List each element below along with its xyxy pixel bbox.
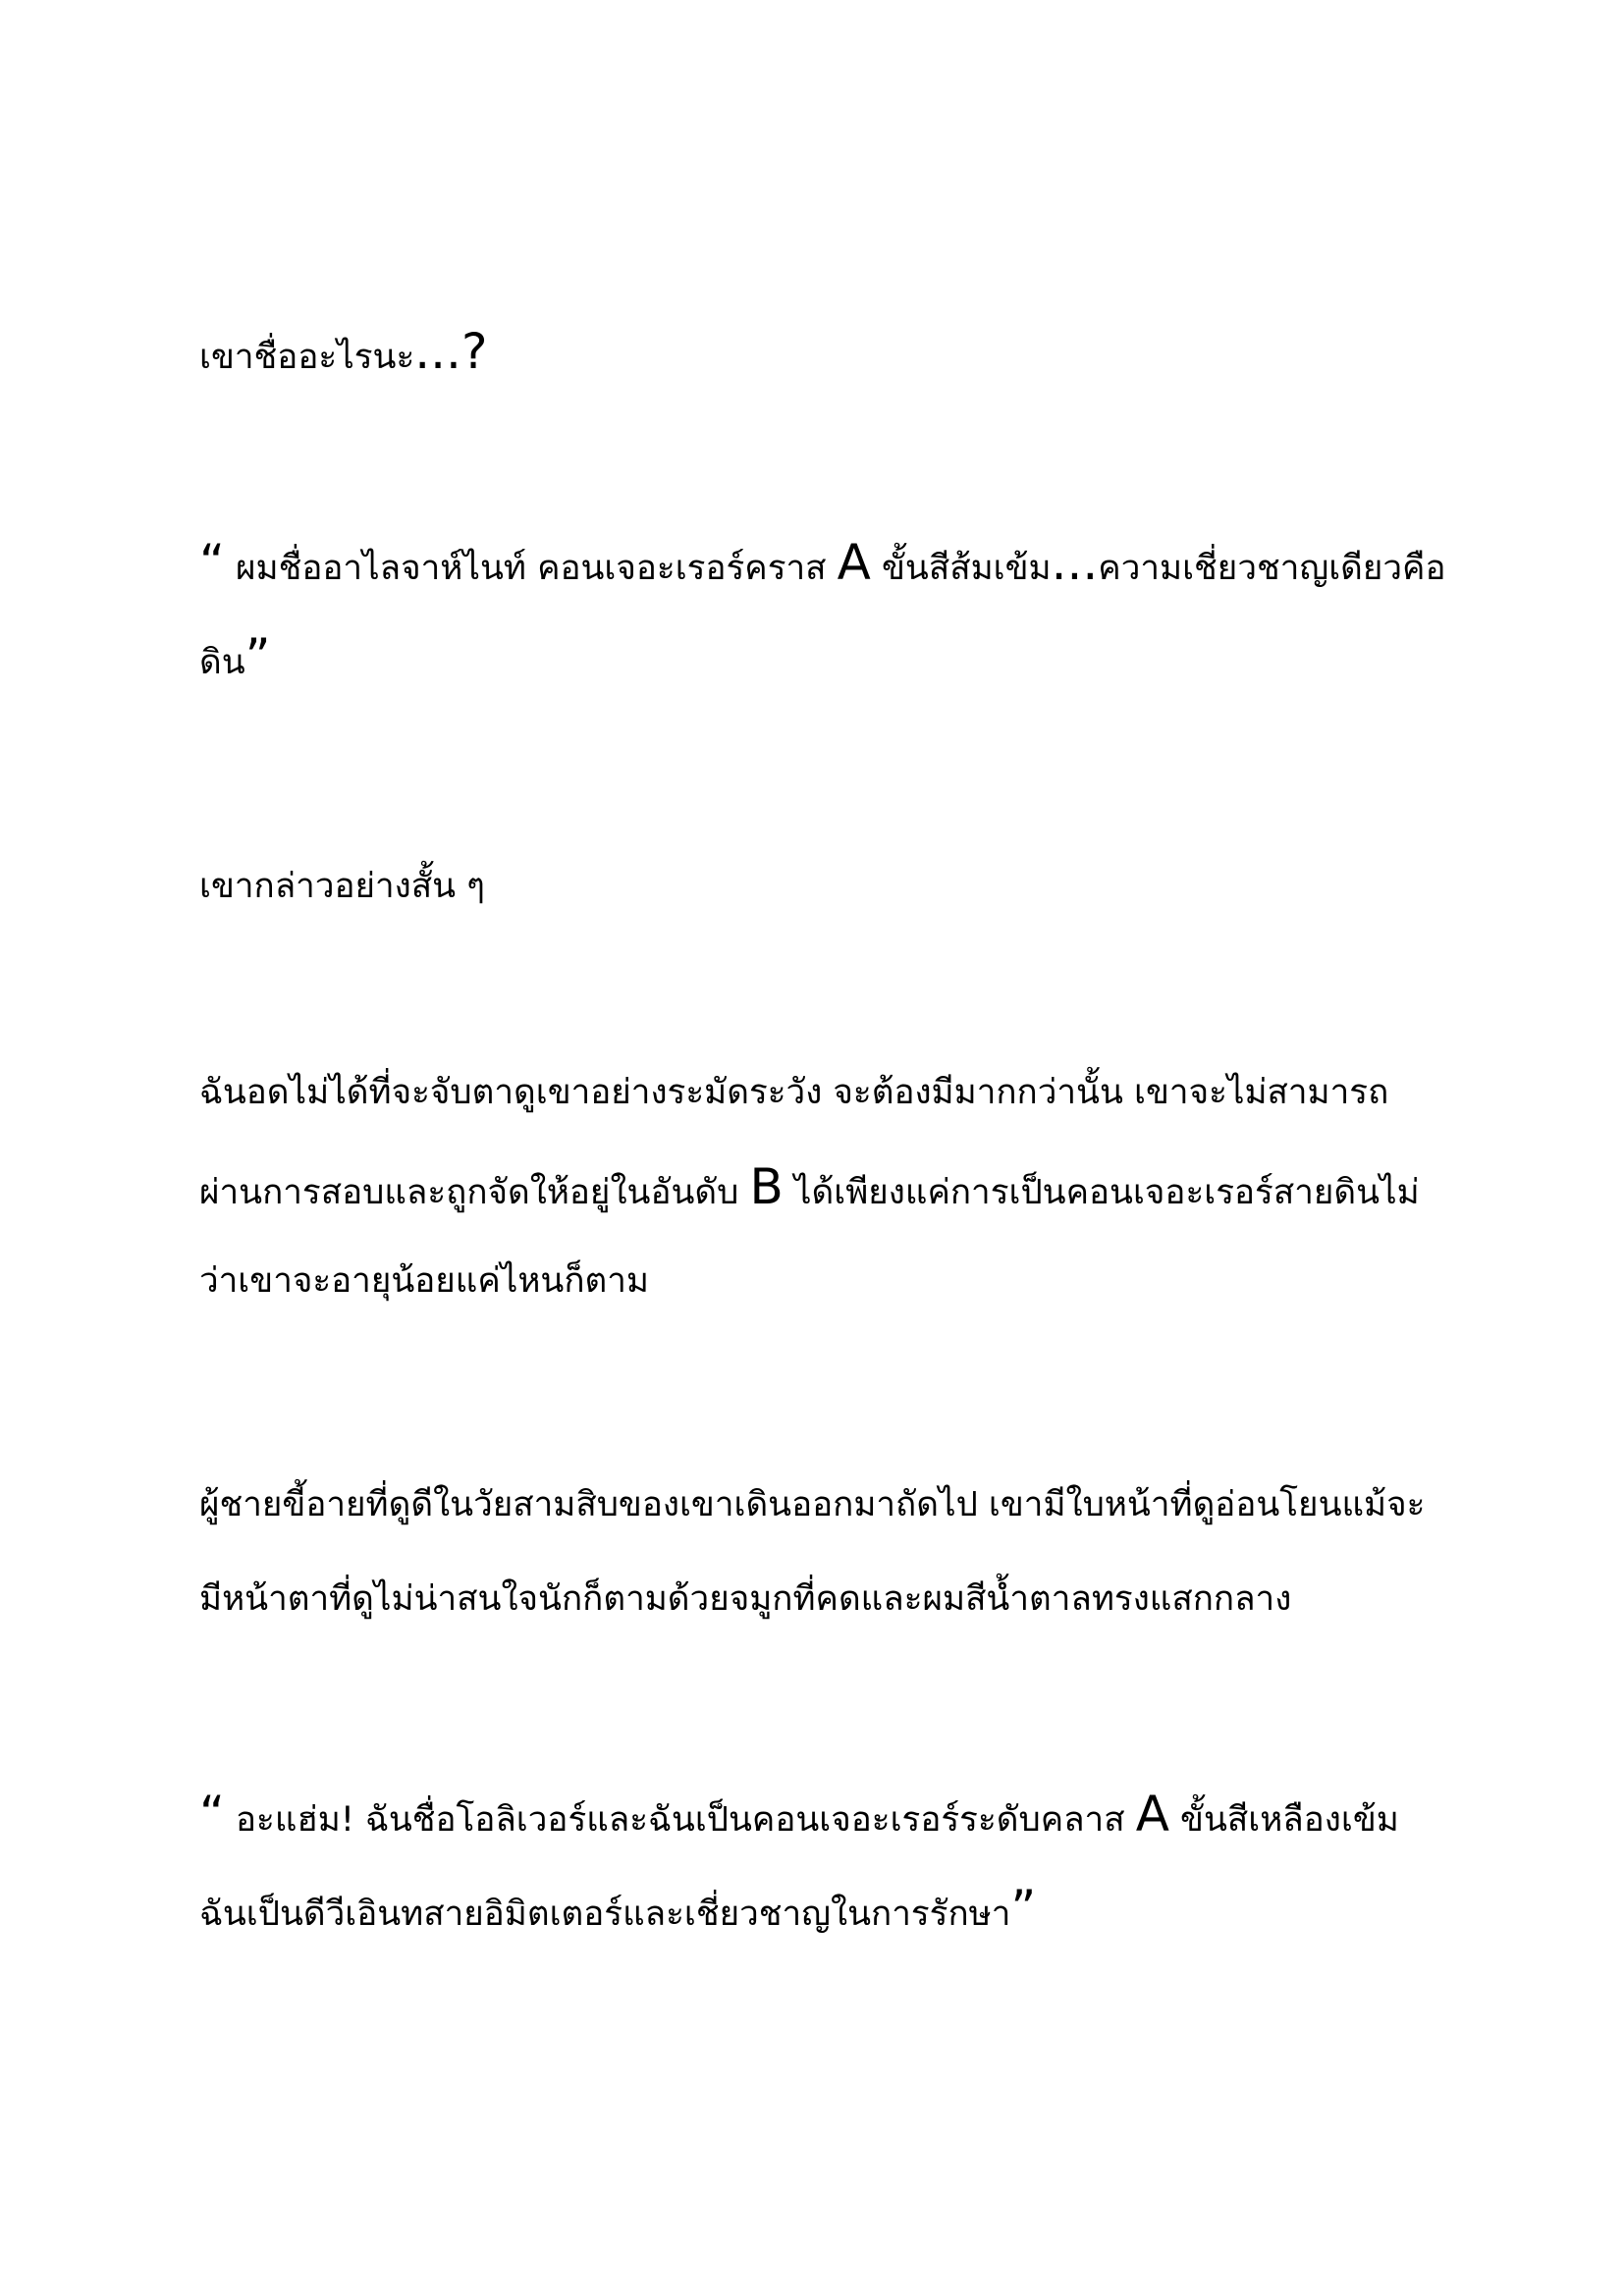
paragraph-line: เขากล่าวอย่างสั้น ๆ <box>199 867 485 906</box>
paragraph-line: “ ผมชื่ออาไลจาห์ไนท์ คอนเจอะเรอร์คราส A ขั้นสีส้มเข้ม...ความเชี่ยวชาญเดียวคือ <box>199 534 1446 591</box>
paragraph-shy-man <box>199 1458 1436 1646</box>
paragraph-line: เขาชื่ออะไรนะ...? <box>199 323 488 380</box>
paragraph-line: ดิน” <box>199 628 271 685</box>
paragraph-line: ผ่านการสอบและถูกจัดให้อยู่ในอันดับ B ได้เพียงแค่การเป็นคอนเจอะเรอร์สายดินไม่ <box>199 1158 1420 1215</box>
paragraph-oliver-intro <box>199 1767 1436 1955</box>
paragraph-line: มีหน้าตาที่ดูไม่น่าสนใจนักก็ตามด้วยจมูกที่คดและผมสีน้ำตาลทรงแสกกลาง <box>199 1579 1292 1619</box>
paragraph-question <box>199 304 1436 399</box>
paragraph-observation <box>199 1045 1436 1328</box>
paragraph-line: ว่าเขาจะอายุน้อยแค่ไหนก็ตาม <box>199 1261 650 1301</box>
paragraph-line: ฉันอดไม่ได้ที่จะจับตาดูเขาอย่างระมัดระวัง จะต้องมีมากกว่านั้น เขาจะไม่สามารถ <box>199 1073 1389 1112</box>
paragraph-alijah-intro <box>199 515 1446 704</box>
paragraph-line: ฉันเป็นดีวีเอินทสายอิมิตเตอร์และเชี่ยวชาญในการรักษา” <box>199 1880 1037 1937</box>
paragraph-short-remark <box>199 839 1436 934</box>
paragraph-line: ผู้ชายขี้อายที่ดูดีในวัยสามสิบของเขาเดินออกมาถัดไป เขามีใบหน้าที่ดูอ่อนโยนแม้จะ <box>199 1485 1426 1524</box>
paragraph-line: “ อะแฮ่ม! ฉันชื่อโอลิเวอร์และฉันเป็นคอนเจอะเรอร์ระดับคลาส A ขั้นสีเหลืองเข้ม <box>199 1786 1399 1842</box>
